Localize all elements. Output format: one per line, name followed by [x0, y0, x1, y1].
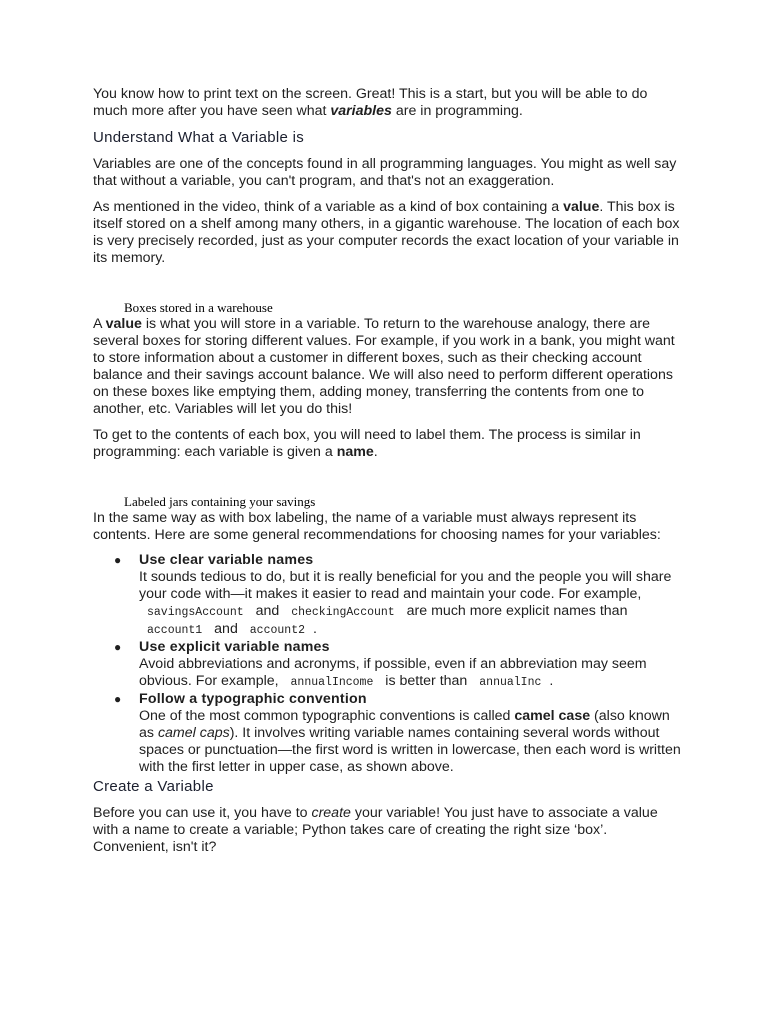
intro-paragraph [93, 86, 683, 120]
list-item-title: Use explicit variable names [139, 639, 330, 655]
bullet-icon: ● [114, 553, 122, 567]
list-item-body: Avoid abbreviations and acronyms, if possible, even if an abbreviation may seem obvious. For example, annualIncome is better than annualInc . [139, 656, 647, 689]
list-item-title: Follow a typographic convention [139, 691, 367, 707]
naming-recommendations-list [93, 552, 683, 776]
document-page [93, 86, 683, 856]
list-item-typographic-convention [93, 691, 683, 776]
intro-emphasis: variables [330, 103, 392, 119]
bullet-icon: ● [114, 640, 122, 654]
paragraph-labels: To get to the contents of each box, you will need to label them. The process is similar in programming: each variable is given a name. [93, 427, 641, 460]
camel-case-keyword: camel case [514, 708, 591, 724]
bullet-icon: ● [114, 692, 122, 706]
heading-understand-variable: Understand What a Variable is [93, 129, 305, 146]
value-keyword: value [563, 199, 600, 215]
intro-text-end: are in programming. [391, 103, 523, 119]
heading-create-variable: Create a Variable [93, 778, 214, 795]
image-caption-warehouse: Boxes stored in a warehouse [124, 300, 273, 315]
list-item-explicit-names [93, 639, 683, 691]
code-annualIncome: annualIncome [290, 676, 374, 689]
code-checkingAccount: checkingAccount [291, 606, 395, 619]
paragraph-value-explanation: A value is what you will store in a variable. To return to the warehouse analogy, there are several boxes for storing different values. For example, if you work in a bank, you might want to store information about a customer in different boxes, such as their checking account balance and their savings account balance. We will also need to perform different operations on these boxes like emptying them, adding money, transferring the contents from one to another, etc. Variables will let you do this! [93, 316, 675, 417]
list-item-clear-names [93, 552, 683, 639]
code-account1: account1 [147, 624, 203, 637]
paragraph-create-variable: Before you can use it, you have to create your variable! You just have to associate a value with a name to create a variable; Python takes care of creating the right size ‘box’. Convenient, isn't it? [93, 805, 658, 855]
intro-text: You know how to print text on the screen. Great! This is a start, but you will be able to do much more after you have seen what [93, 86, 648, 119]
paragraph-variables-concept: Variables are one of the concepts found in all programming languages. You might as well say that without a variable, you can't program, and that's not an exaggeration. [93, 156, 677, 189]
image-caption-jars: Labeled jars containing your savings [124, 494, 316, 509]
name-keyword: name [336, 444, 374, 460]
paragraph-naming-intro: In the same way as with box labeling, the name of a variable must always represent its contents. Here are some general recommendations for choosing names for your variables: [93, 510, 661, 543]
code-annualInc: annualInc [479, 676, 542, 689]
code-savingsAccount: savingsAccount [147, 606, 244, 619]
list-item-body: It sounds tedious to do, but it is really beneficial for you and the people you will share your code with—it makes it easier to read and maintain your code. For example, savingsAccount and checkingAccount are much more explicit names than account1 and account2 . [139, 569, 672, 637]
create-emphasis: create [311, 805, 351, 821]
camel-caps-emphasis: camel caps [157, 725, 230, 741]
paragraph-box-analogy: As mentioned in the video, think of a variable as a kind of box containing a value. This box is itself stored on a shelf among many others, in a gigantic warehouse. The location of each box is very precisely recorded, just as your computer records the exact location of your variable in its memory. [93, 199, 680, 266]
code-account2: account2 [249, 624, 305, 637]
list-item-title: Use clear variable names [139, 552, 314, 568]
value-keyword: value [105, 316, 142, 332]
list-item-body: One of the most common typographic conventions is called camel case (also known as camel caps). It involves writing variable names containing several words without spaces or punctuation—the first word is written in lowercase, then each word is written with the first letter in upper case, as shown above. [139, 708, 681, 775]
